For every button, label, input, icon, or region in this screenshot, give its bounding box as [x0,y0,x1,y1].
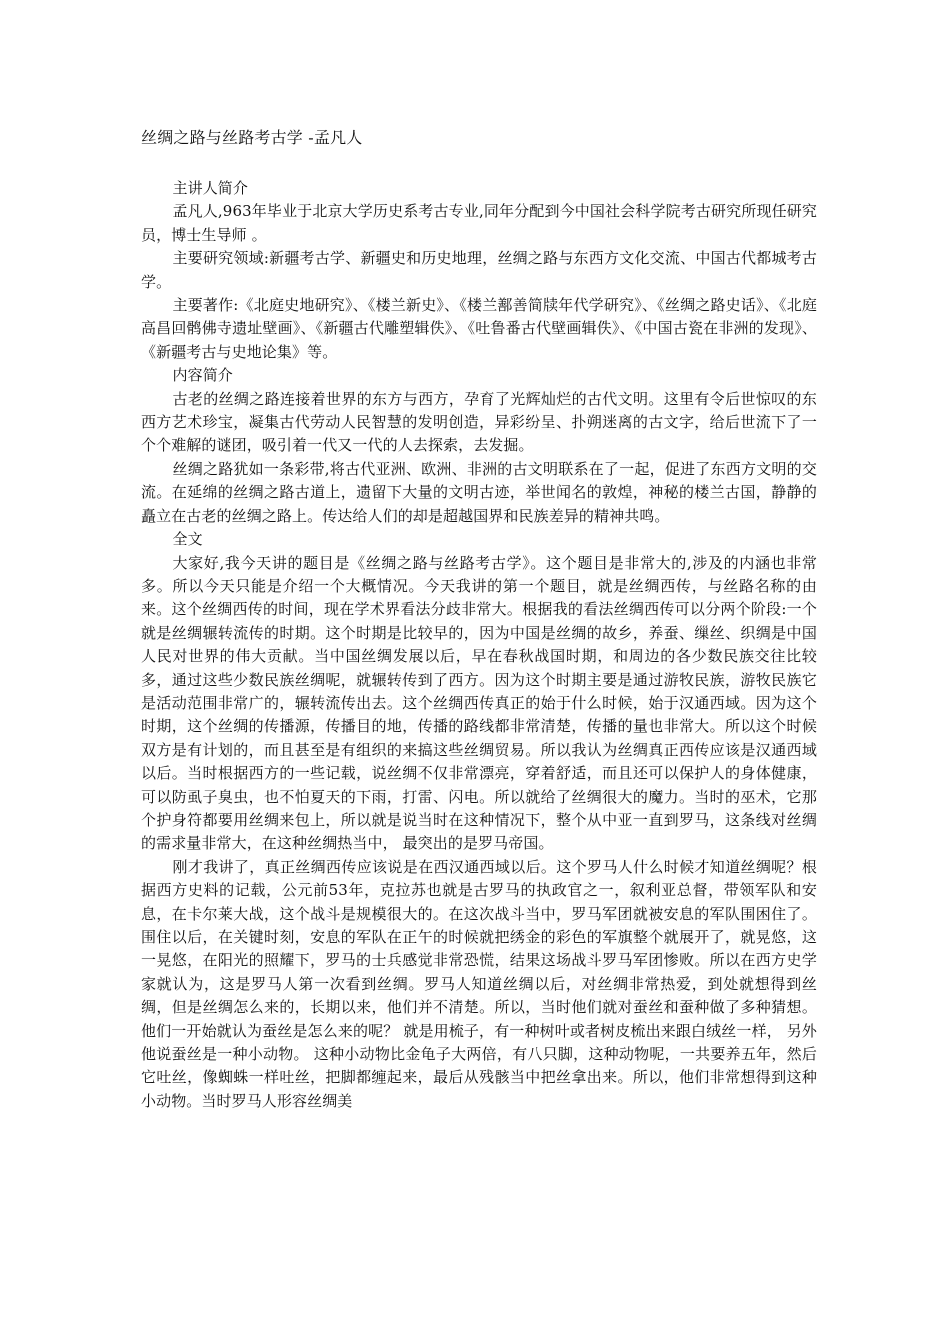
paragraph: 刚才我讲了，真正丝绸西传应该说是在西汉通西域以后。这个罗马人什么时候才知道丝绸呢？根据西方史料的记载，公元前53年，克拉苏也就是古罗马的执政官之一，叙利亚总督，带领军队和安息，在卡尔莱大战，这个战斗是规模很大的。在这次战斗当中，罗马军团就被安息的军队围困住了。围住以后，在关键时刻，安息的军队在正午的时候就把绣金的彩色的军旗整个就展开了，就晃悠，这一晃悠，在阳光的照耀下，罗马的士兵感觉非常恐慌，结果这场战斗罗马军团惨败。所以在西方史学家就认为，这是罗马人第一次看到丝绸。罗马人知道丝绸以后，对丝绸非常热爱，到处就想得到丝绸，但是丝绸怎么来的，长期以来，他们并不清楚。所以，当时他们就对蚕丝和蚕种做了多种猜想。 他们一开始就认为蚕丝是怎么来的呢？ 就是用梳子，有一种树叶或者树皮梳出来跟白绒丝一样， 另外他说蚕丝是一种小动物。 这种小动物比金龟子大两倍，有八只脚，这种动物呢，一共要养五年，然后它吐丝，像蜘蛛一样吐丝，把脚都缠起来，最后从残骸当中把丝拿出来。所以，他们非常想得到这种小动物。当时罗马人形容丝绸美 [141,857,817,1110]
paragraph: 主要研究领域:新疆考古学、新疆史和历史地理，丝绸之路与东西方文化交流、中国古代都城考古学。 [141,249,817,291]
section-heading-fulltext: 全文 [172,530,203,549]
section-heading-speaker: 主讲人简介 [172,179,249,197]
document-title: 丝绸之路与丝路考古学 -孟凡人 [141,128,363,147]
paragraph: 大家好,我今天讲的题目是《丝绸之路与丝路考古学》。这个题目是非常大的,涉及的内涵也非常多。所以今天只能是介绍一个大概情况。今天我讲的第一个题目，就是丝绸西传，与丝路名称的由来。这个丝绸西传的时间，现在学术界看法分歧非常大。根据我的看法丝绸西传可以分两个阶段:一个就是丝绸辗转流传的时期。这个时期是比较早的，因为中国是丝绸的故乡，养蚕、缫丝、织绸是中国人民对世界的伟大贡献。当中国丝绸发展以后，早在春秋战国时期，和周边的各少数民族交往比较多，通过这些少数民族丝绸呢，就辗转传到了西方。因为这个时期主要是通过游牧民族，游牧民族它是活动范围非常广的，辗转流传出去。这个丝绸西传真正的始于什么时候，始于汉通西域。因为这个时期，这个丝绸的传播源，传播目的地，传播的路线都非常清楚，传播的量也非常大。所以这个时候双方是有计划的，而且甚至是有组织的来搞这些丝绸贸易。所以我认为丝绸真正西传应该是汉通西域以后。当时根据西方的一些记载，说丝绸不仅非常漂亮，穿着舒适，而且还可以保护人的身体健康，可以防虱子臭虫，也不怕夏天的下雨，打雷、闪电。所以就给了丝绸很大的魔力。当时的巫术，它那个护身符都要用丝绸来包上，所以就是说当时在这种情况下，整个从中亚一直到罗马，这条线对丝绸的需求量非常大，在这种丝绸热当中， 最突出的是罗马帝国。 [141,553,817,853]
paragraph: 古老的丝绸之路连接着世界的东方与西方，孕育了光辉灿烂的古代文明。这里有令后世惊叹的东西方艺术珍宝，凝集古代劳动人民智慧的发明创造，异彩纷呈、扑朔迷离的古文字，给后世流下了一个个难解的谜团，吸引着一代又一代的人去探索，去发掘。 [141,389,817,455]
paragraph: 丝绸之路犹如一条彩带,将古代亚洲、欧洲、非洲的古文明联系在了一起，促进了东西方文明的交流。在延绵的丝绸之路古道上，遗留下大量的文明古迹，举世闻名的敦煌，神秘的楼兰古国，静静的矗立在古老的丝绸之路上。传达给人们的却是超越国界和民族差异的精神共鸣。 [141,459,817,525]
paragraph: 主要著作:《北庭史地研究》、《楼兰新史》、《楼兰鄯善简牍年代学研究》、《丝绸之路史话》、《北庭高昌回鹘佛寺遗址壁画》、《新疆古代雕塑辑佚》、《吐鲁番古代壁画辑佚》、《中国古瓷在非洲的发现》、 《新疆考古与史地论集》等。 [141,296,817,361]
paragraph: 孟凡人,963年毕业于北京大学历史系考古专业,同年分配到今中国社会科学院考古研究所现任研究员，博士生导师 。 [141,202,817,244]
section-heading-summary: 内容简介 [172,366,233,385]
document-body [141,177,817,1113]
